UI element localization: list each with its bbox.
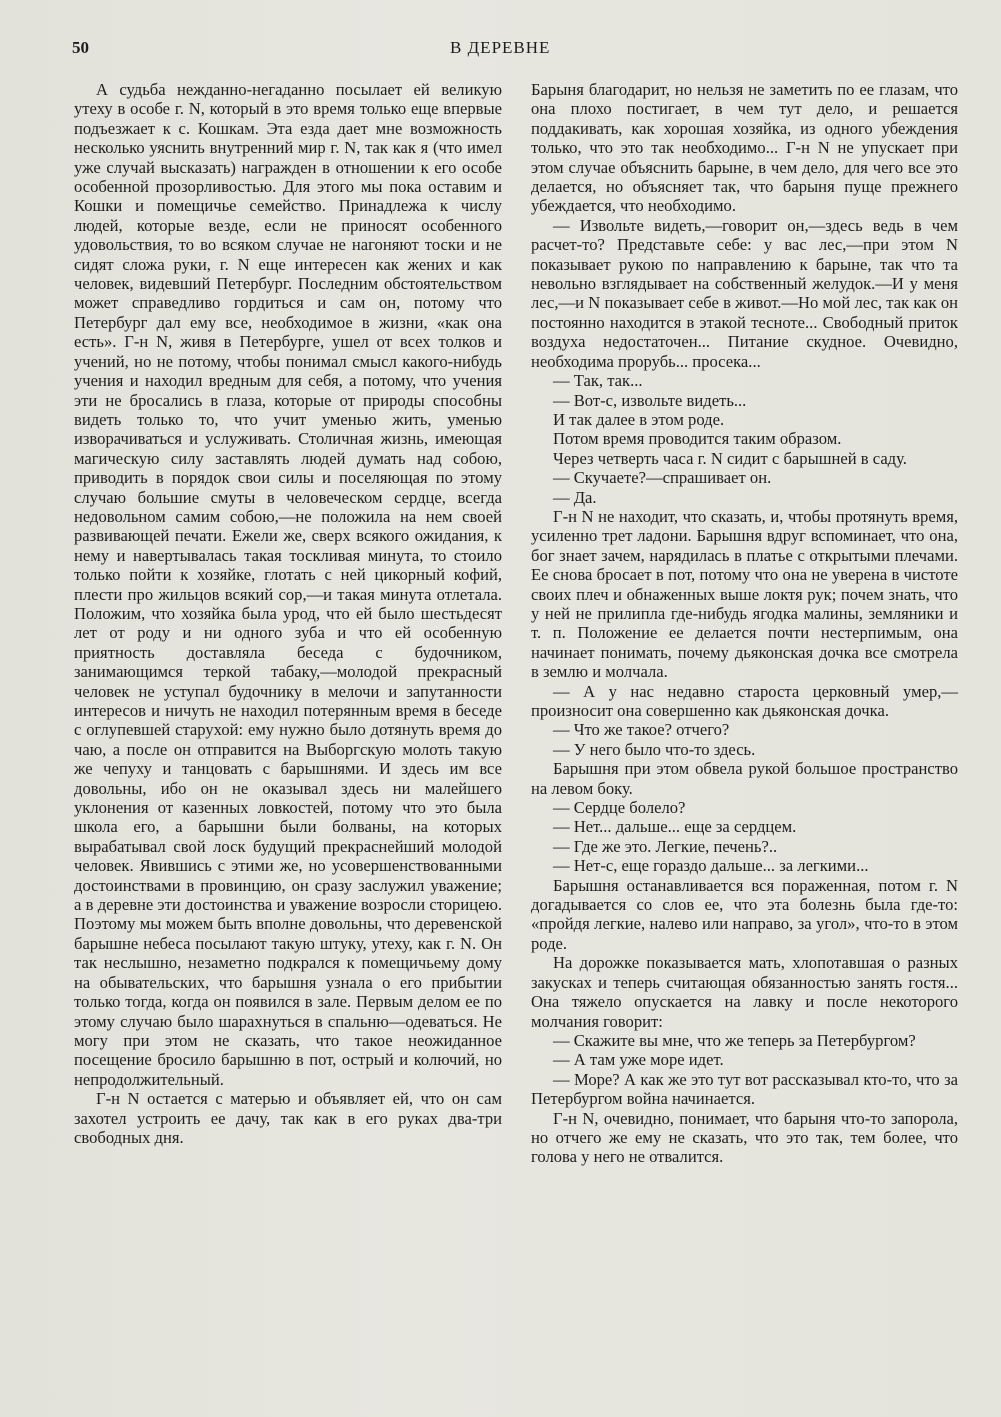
dialogue-line: — Да. bbox=[553, 487, 597, 507]
paragraph: Барышня останавливается вся пораженная, потом г. N догадывается со слов ее, что эта болезнь была где-то: «пройдя легкие, налево или направо, за угол», что-то в этом роде. bbox=[531, 875, 958, 953]
paragraph: Барыня благодарит, но нельзя не заметить по ее глазам, что она плохо постигает, в чем тут дело, и решается поддакивать, как хорошая хозяйка, из одного убеждения только, что это так необходимо... Г-н N не упускает при этом случае объяснить барыне, в чем дело, для чего все это делается, но объясняет так, что барыня пуще прежнего убеждается, что необходимо. bbox=[531, 80, 958, 216]
dialogue-line: — А там уже море идет. bbox=[553, 1050, 724, 1070]
paragraph: Г-н N не находит, что сказать, и, чтобы протянуть время, усиленно трет ладони. Барышня вдруг вспоминает, что она, бог знает зачем, нарядилась в платье с открытыми плечами. Ее снова бросает в пот, потому что она не уверена в чистоте своих плеч и обнаженных выше локтя рук; почем знать, что у ней не прилипла где-нибудь ягодка малины, земляники и т. п. Положение ее делается почти нестерпимым, она начинает понимать, почему дьяконская дочка все смотрела в землю и молчала. bbox=[531, 506, 958, 682]
left-column bbox=[74, 80, 502, 1147]
paragraph: Г-н N остается с матерью и объявляет ей, что он сам захотел устроить ее дачу, так как в его руках два-три свободных дня. bbox=[74, 1089, 502, 1147]
running-title: В ДЕРЕВНЕ bbox=[450, 38, 551, 57]
paragraph: На дорожке показывается мать, хлопотавшая о разных закусках и теперь считающая обязанностью занять гостя... Она тяжело опускается на лавку и после некоторого молчания говорит: bbox=[531, 953, 958, 1031]
dialogue-line: — Скажите вы мне, что же теперь за Петербургом? bbox=[553, 1030, 916, 1050]
dialogue-line: — Нет-с, еще гораздо дальше... за легкими... bbox=[553, 856, 869, 876]
paragraph: Потом время проводится таким образом. bbox=[553, 429, 842, 449]
page-header bbox=[72, 38, 971, 62]
paragraph: А судьба нежданно-негаданно посылает ей великую утеху в особе г. N, который в это время только еще впервые подъезжает к с. Кошкам. Эта езда дает мне возможность несколько уяснить внутренний мир г. N, так как я (что имел уже случай высказать) награжден в отношении к его особе особенной прозорливостью. Для этого мы пока оставим и Кошки и помещичье семейство. Принадлежа к числу людей, которые везде, если не приносят особенного удовольствия, то во всяком случае не нагоняют тоски и не сидят сложа руки, г. N еще интересен как жених и как человек, видевший Петербург. Последним обстоятельством может справедливо гордиться и сам он, потому что Петербург дал ему все, необходимое в жизни, «как она есть». Г-н N, живя в Петербурге, ушел от всех толков и учений, но не потому, чтобы понимал смысл какого-нибудь учения и находил вредным для себя, а потому, что учения эти не бросались в глаза, которые от природы способны видеть только то, что учит уменью жить, уменью изворачиваться и услуживать. Столичная жизнь, имеющая магическую силу заставлять людей думать над собою, приводить в порядок свои силы и поселяющая по этому случаю большие смуты в человеческом сердце, всегда недовольном самим собою,—не положила на нем своей развивающей печати. Ежели же, сверх всякого ожидания, к нему и навертывалась такая тоскливая минута, то стоило только пойти к хозяйке, глотать с ней цикорный кофий, плести про жильцов всякий сор,—и такая минута отлетала. Положим, что хозяйка была урод, что ей было шестьдесят лет от роду и ни одного зуба и что ей особенную приятность доставляла беседа с будочником, занимающимся теркой табаку,—молодой прекрасный человек не уступал будочнику в мелочи и запутанности интересов и ничуть не находил потерянным время в беседе с оглупевшей старухой: ему нужно было дотянуть время до чаю, а после он отправится на Выборгскую молоть такую же чепуху и танцовать с барышнями. И здесь им все довольны, ибо он не оказывал здесь ни малейшего уклонения от казенных ловкостей, потому что это была школа его, а барышни были болваны, на которых вырабатывал свой лоск будущий прекраснейший молодой человек. Явившись с этими же, но усовершенствованными достоинствами в провинцию, он сразу заслужил уважение; а в деревне эти достоинства и уважение возросли сторицею. Поэтому мы можем быть вполне довольны, что деревенской барышне небеса посылают такую штуку, утеху, как г. N. Он так неслышно, незаметно подкрался к помещичьему дому на обывательских, что барышня узнала о его прибытии только тогда, когда он появился в зале. Первым делом ее по этому случаю было шарахнуться в спальню—одеваться. Не могу при этом не сказать, что такое неожиданное посещение бросило барышню в пот, острый и колючий, но непродолжительный. bbox=[74, 80, 502, 1089]
dialogue-line: — Нет... дальше... еще за сердцем. bbox=[553, 817, 797, 837]
paragraph: Через четверть часа г. N сидит с барышней в саду. bbox=[553, 448, 907, 468]
paragraph: Барышня при этом обвела рукой большое пространство на левом боку. bbox=[531, 759, 958, 798]
dialogue-line: — Скучаете?—спрашивает он. bbox=[553, 468, 772, 488]
paragraph: Г-н N, очевидно, понимает, что барыня что-то запорола, но отчего же ему не сказать, что это так, тем более, что голова у него не отвалится. bbox=[531, 1108, 958, 1167]
paragraph: И так далее в этом роде. bbox=[553, 409, 725, 429]
dialogue-line: — А у нас недавно староста церковный умер,—произносит она совершенно как дьяконская дочка. bbox=[531, 681, 958, 720]
dialogue-line: — Сердце болело? bbox=[553, 798, 686, 818]
dialogue-line: — У него было что-то здесь. bbox=[553, 739, 756, 759]
dialogue-line: — Вот-с, извольте видеть... bbox=[553, 390, 747, 410]
page-number: 50 bbox=[72, 38, 89, 57]
dialogue-line: — Что же такое? отчего? bbox=[553, 720, 730, 740]
dialogue-line: — Извольте видеть,—говорит он,—здесь ведь в чем расчет-то? Представьте себе: у вас лес,—при этом N показывает рукою по направлению к барыне, так что та невольно взглядывает на собственный желудок.—И у меня лес,—и N показывает себе в живот.—Но мой лес, так как он постоянно находится в этакой тесноте... Свободный приток воздуха недостаточен... Питание скудное. Очевидно, необходима прорубь... просека... bbox=[531, 215, 958, 371]
dialogue-line: — Где же это. Легкие, печень?.. bbox=[553, 836, 778, 856]
dialogue-line: — Море? А как же это тут вот рассказывал кто-то, что за Петербургом война начинается. bbox=[531, 1069, 958, 1109]
dialogue-line: — Так, так... bbox=[553, 371, 643, 391]
right-column bbox=[531, 80, 958, 1167]
